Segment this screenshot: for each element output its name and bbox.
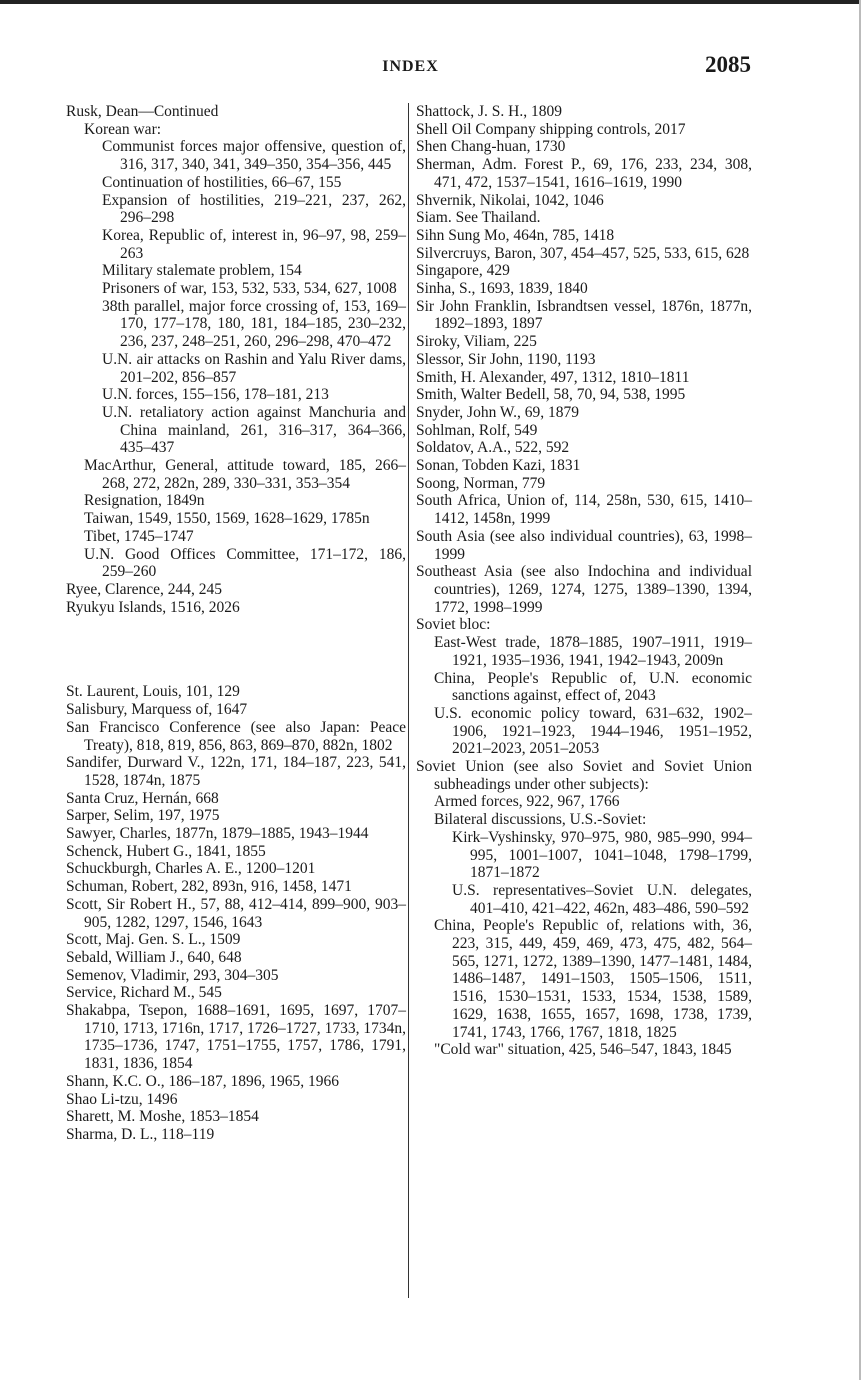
index-subentry: U.S. economic policy toward, 631–632, 1902–1906, 1921–1923, 1944–1946, 1951–1952, 2021–2023, 2051–2053 (434, 704, 752, 758)
index-entry: Silvercruys, Baron, 307, 454–457, 525, 533, 615, 628 (416, 244, 750, 262)
index-entry: Schuman, Robert, 282, 893n, 916, 1458, 1471 (66, 878, 352, 896)
index-subentry: "Cold war" situation, 425, 546–547, 1843, 1845 (434, 1041, 732, 1059)
index-subentry: Tibet, 1745–1747 (84, 527, 194, 545)
index-entry: Sarper, Selim, 197, 1975 (66, 807, 220, 825)
index-entry: Shattock, J. S. H., 1809 (416, 103, 562, 120)
index-entry: Smith, H. Alexander, 497, 1312, 1810–1811 (416, 368, 690, 386)
index-subentry: Military stalemate problem, 154 (102, 262, 302, 280)
index-entry: Shann, K.C. O., 186–187, 1896, 1965, 1966 (66, 1072, 339, 1090)
index-entry: Schenck, Hubert G., 1841, 1855 (66, 842, 266, 860)
index-entry: Siam. See Thailand. (416, 209, 541, 227)
left-index-column (66, 103, 406, 1144)
index-subentry: East-West trade, 1878–1885, 1907–1911, 1919–1921, 1935–1936, 1941, 1942–1943, 2009n (434, 634, 752, 669)
index-entry: Shao Li-tzu, 1496 (66, 1090, 178, 1108)
index-entry: Slessor, Sir John, 1190, 1193 (416, 350, 596, 368)
index-entry: Soviet Union (see also Soviet and Soviet Union subheadings under other subjects): (416, 758, 752, 793)
index-entry: Siroky, Viliam, 225 (416, 333, 537, 351)
index-subentry: Armed forces, 922, 967, 1766 (434, 793, 620, 811)
index-entry: Salisbury, Marquess of, 1647 (66, 701, 248, 719)
index-subentry: China, People's Republic of, U.N. economic sanctions against, effect of, 2043 (434, 669, 752, 705)
column-divider (408, 103, 409, 1298)
top-border (0, 0, 861, 4)
index-entry: Soldatov, A.A., 522, 592 (416, 439, 570, 457)
index-entry: Sharma, D. L., 118–119 (66, 1125, 215, 1143)
index-entry: Service, Richard M., 545 (66, 984, 222, 1002)
index-entry: Semenov, Vladimir, 293, 304–305 (66, 966, 279, 984)
index-entry: Sihn Sung Mo, 464n, 785, 1418 (416, 226, 615, 244)
index-entry: Sherman, Adm. Forest P., 69, 176, 233, 234, 308, 471, 472, 1537–1541, 1616–1619, 1990 (416, 156, 752, 191)
index-entry: Shvernik, Nikolai, 1042, 1046 (416, 191, 604, 209)
index-subentry: China, People's Republic of, relations with, 36, 223, 315, 449, 459, 469, 473, 475, 482, 564–565, 1271, 1272, 1389–1390, 1477–1481, 1484, 1486–1487, 1491–1503, 1505–1506, 1511, 1516, 1530–1531, 1533, 1534, 1538, 1589, 1629, 1638, 1655, 1657, 1698, 1738, 1739, 1741, 1743, 1766, 1767, 1818, 1825 (434, 917, 752, 1041)
index-subentry: 38th parallel, major force crossing of, 153, 169–170, 177–178, 180, 181, 184–185, 230–232, 236, 237, 248–251, 260, 296–298, 470–472 (102, 297, 406, 351)
index-entry: Santa Cruz, Hernán, 668 (66, 789, 219, 807)
index-entry: Ryee, Clarence, 244, 245 (66, 580, 223, 598)
index-entry: Sonan, Tobden Kazi, 1831 (416, 457, 581, 475)
index-subentry: Kirk–Vyshinsky, 970–975, 980, 985–990, 994–995, 1001–1007, 1041–1048, 1798–1799, 1871–1872 (452, 828, 752, 882)
index-entry: Sawyer, Charles, 1877n, 1879–1885, 1943–1944 (66, 825, 369, 843)
index-entry: Sandifer, Durward V., 122n, 171, 184–187, 223, 541, 1528, 1874n, 1875 (66, 754, 406, 789)
section-gap (66, 632, 406, 668)
index-entry: Snyder, John W., 69, 1879 (416, 403, 579, 421)
index-subentry: MacArthur, General, attitude toward, 185, 266–268, 272, 282n, 289, 330–331, 353–354 (84, 457, 406, 492)
index-entry: Southeast Asia (see also Indochina and individual countries), 1269, 1274, 1275, 1389–1390, 1394, 1772, 1998–1999 (416, 563, 752, 616)
right-index-column (416, 103, 752, 1059)
index-subentry: Communist forces major offensive, question of, 316, 317, 340, 341, 349–350, 354–356, 445 (102, 138, 406, 174)
index-subentry: Prisoners of war, 153, 532, 533, 534, 627, 1008 (102, 280, 397, 298)
index-subentry: Korea, Republic of, interest in, 96–97, 98, 259–263 (102, 226, 406, 262)
index-entry: Ryukyu Islands, 1516, 2026 (66, 598, 240, 616)
page-number: 2085 (705, 52, 751, 77)
running-header-title: INDEX (382, 58, 439, 75)
index-entry: Sir John Franklin, Isbrandtsen vessel, 1876n, 1877n, 1892–1893, 1897 (416, 297, 752, 333)
index-entry: Shell Oil Company shipping controls, 2017 (416, 120, 686, 138)
index-entry: San Francisco Conference (see also Japan: Peace Treaty), 818, 819, 856, 863, 869–870, 882n, 1802 (66, 718, 406, 754)
index-entry: Smith, Walter Bedell, 58, 70, 94, 538, 1995 (416, 386, 686, 404)
index-subentry: U.N. air attacks on Rashin and Yalu River dams, 201–202, 856–857 (102, 350, 406, 386)
index-entry: Soong, Norman, 779 (416, 474, 546, 492)
index-subentry: U.S. representatives–Soviet U.N. delegates, 401–410, 421–422, 462n, 483–486, 590–592 (452, 881, 752, 917)
index-entry: Scott, Maj. Gen. S. L., 1509 (66, 931, 241, 949)
index-subentry: Expansion of hostilities, 219–221, 237, 262, 296–298 (102, 191, 406, 227)
index-entry: Sharett, M. Moshe, 1853–1854 (66, 1108, 259, 1126)
index-subentry: Korean war: (84, 120, 162, 138)
index-entry: Schuckburgh, Charles A. E., 1200–1201 (66, 860, 316, 878)
index-subentry: Resignation, 1849n (84, 492, 205, 510)
index-subentry: U.N. retaliatory action against Manchuria and China mainland, 261, 316–317, 364–366, 435–437 (102, 403, 406, 457)
index-subentry: Taiwan, 1549, 1550, 1569, 1628–1629, 1785n (84, 510, 370, 528)
index-subentry: U.N. forces, 155–156, 178–181, 213 (102, 386, 329, 404)
index-entry: Rusk, Dean—Continued (66, 103, 219, 120)
index-entry: Sinha, S., 1693, 1839, 1840 (416, 280, 588, 298)
index-entry: Shen Chang-huan, 1730 (416, 138, 566, 156)
index-entry: Shakabpa, Tsepon, 1688–1691, 1695, 1697, 1707–1710, 1713, 1716n, 1717, 1726–1727, 1733, 1734n, 1735–1736, 1747, 1751–1755, 1757, 1786, 1791, 1831, 1836, 1854 (66, 1002, 406, 1073)
index-entry: South Africa, Union of, 114, 258n, 530, 615, 1410–1412, 1458n, 1999 (416, 492, 752, 528)
index-entry: Soviet bloc: (416, 616, 491, 634)
index-entry: Sohlman, Rolf, 549 (416, 421, 538, 439)
index-entry: St. Laurent, Louis, 101, 129 (66, 683, 240, 701)
index-entry: Singapore, 429 (416, 262, 510, 280)
index-entry: South Asia (see also individual countries), 63, 1998–1999 (416, 527, 752, 563)
index-entry: Sebald, William J., 640, 648 (66, 948, 242, 966)
index-subentry: Bilateral discussions, U.S.-Soviet: (434, 811, 647, 829)
index-subentry: U.N. Good Offices Committee, 171–172, 186, 259–260 (84, 545, 406, 581)
index-entry: Scott, Sir Robert H., 57, 88, 412–414, 899–900, 903–905, 1282, 1297, 1546, 1643 (66, 895, 406, 931)
index-subentry: Continuation of hostilities, 66–67, 155 (102, 173, 342, 191)
